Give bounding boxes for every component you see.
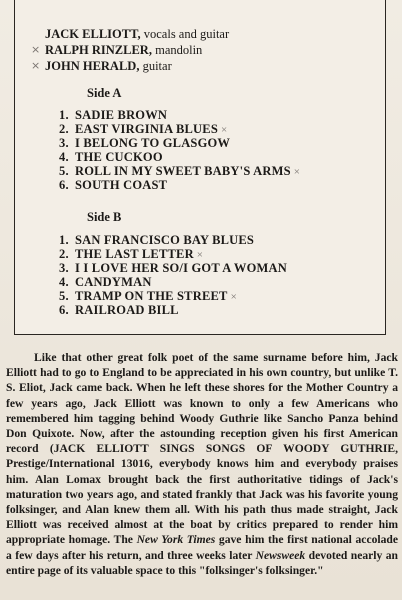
- notes-part: devoted nearly an entire page of its valuable space to this "folksinger's folksinger.": [6, 548, 399, 577]
- pencil-check-mark: ×: [293, 166, 301, 178]
- side-b-track-list: [59, 233, 287, 317]
- track-title: I I LOVE HER SO/I GOT A WOMAN: [75, 261, 287, 275]
- track-item: 3. I BELONG TO GLASGOW: [59, 136, 231, 150]
- notes-part: Like that other great folk poet of the same surname before him, Jack Elliott had to go to England to be appreciated in his own country, but unlike T. S. Eliot, Jack came back. When he left these shores for the Mother Country a few years ago, Jack Elliott was known to only a few Americans who remembered him tagging behind Woody Guthrie like Sancho Panza behind Don Quixote. Now, after the astounding reception given his first American record (JACK ELLIOTT SINGS SONGS OF WOODY GUTHRIE, Prestige/International 13016, everybody knows him and everybody praises him. Alan Lomax brought back the first authoritative tidings of Jack's maturation two years ago, and stated frankly that Jack was his favorite young folksinger, and Alan knew them all. With his path thus made straight, Jack Elliott was received almost at the boat by critics prepared to render him appropriate homage. The: [6, 351, 398, 547]
- notes-part: gave him the first national accolade a few days after his return, and three weeks later: [6, 533, 398, 562]
- pencil-check-mark: ×: [31, 59, 41, 72]
- track-item: 2. EAST VIRGINIA BLUES ×: [59, 122, 228, 136]
- pencil-check-mark: ×: [230, 291, 237, 303]
- track-title: SAN FRANCISCO BAY BLUES: [75, 233, 255, 247]
- performer-role: mandolin: [155, 43, 203, 57]
- pencil-check-mark: ×: [220, 124, 228, 136]
- pencil-check-mark: ×: [196, 249, 204, 261]
- track-title: THE LAST LETTER: [75, 247, 194, 261]
- track-title: ROLL IN MY SWEET BABY'S ARMS: [75, 164, 291, 178]
- performer-credits: [45, 26, 229, 74]
- track-item: 4. THE CUCKOO: [59, 150, 163, 164]
- track-item: 1. SADIE BROWN: [59, 108, 168, 122]
- publication-name: New York Times: [136, 533, 216, 547]
- track-item: 6. SOUTH COAST: [59, 178, 168, 192]
- performer-role: guitar: [142, 59, 172, 73]
- track-item: 1. SAN FRANCISCO BAY BLUES: [59, 233, 255, 247]
- track-item: 5. TRAMP ON THE STREET ×: [59, 289, 237, 303]
- credit-line: [45, 26, 229, 42]
- side-a-track-list: [59, 108, 300, 192]
- track-title: RAILROAD BILL: [75, 303, 179, 317]
- track-item: 6. RAILROAD BILL: [59, 303, 179, 317]
- track-list-panel: [14, 0, 386, 335]
- side-b-heading: Side B: [87, 210, 122, 224]
- pencil-check-mark: ×: [31, 43, 41, 56]
- track-title: I BELONG TO GLASGOW: [75, 136, 231, 150]
- track-title: SOUTH COAST: [75, 178, 168, 192]
- performer-name: JOHN HERALD,: [45, 59, 140, 73]
- track-title: EAST VIRGINIA BLUES: [75, 122, 218, 136]
- performer-name: JACK ELLIOTT,: [45, 27, 141, 41]
- performer-name: RALPH RINZLER,: [45, 43, 152, 57]
- track-title: CANDYMAN: [75, 275, 152, 289]
- track-item: 3. I I LOVE HER SO/I GOT A WOMAN: [59, 261, 287, 275]
- track-title: TRAMP ON THE STREET: [75, 289, 228, 303]
- liner-notes-text: [6, 350, 398, 578]
- performer-role: vocals and guitar: [143, 27, 230, 41]
- track-item: 2. THE LAST LETTER ×: [59, 247, 204, 261]
- track-title: THE CUCKOO: [75, 150, 163, 164]
- credit-line: [45, 58, 229, 74]
- publication-name: Newsweek: [255, 548, 306, 562]
- track-title: SADIE BROWN: [75, 108, 168, 122]
- credit-line: [45, 42, 229, 58]
- track-item: 4. CANDYMAN: [59, 275, 152, 289]
- track-item: 5. ROLL IN MY SWEET BABY'S ARMS ×: [59, 164, 301, 178]
- side-a-heading: Side A: [87, 86, 122, 100]
